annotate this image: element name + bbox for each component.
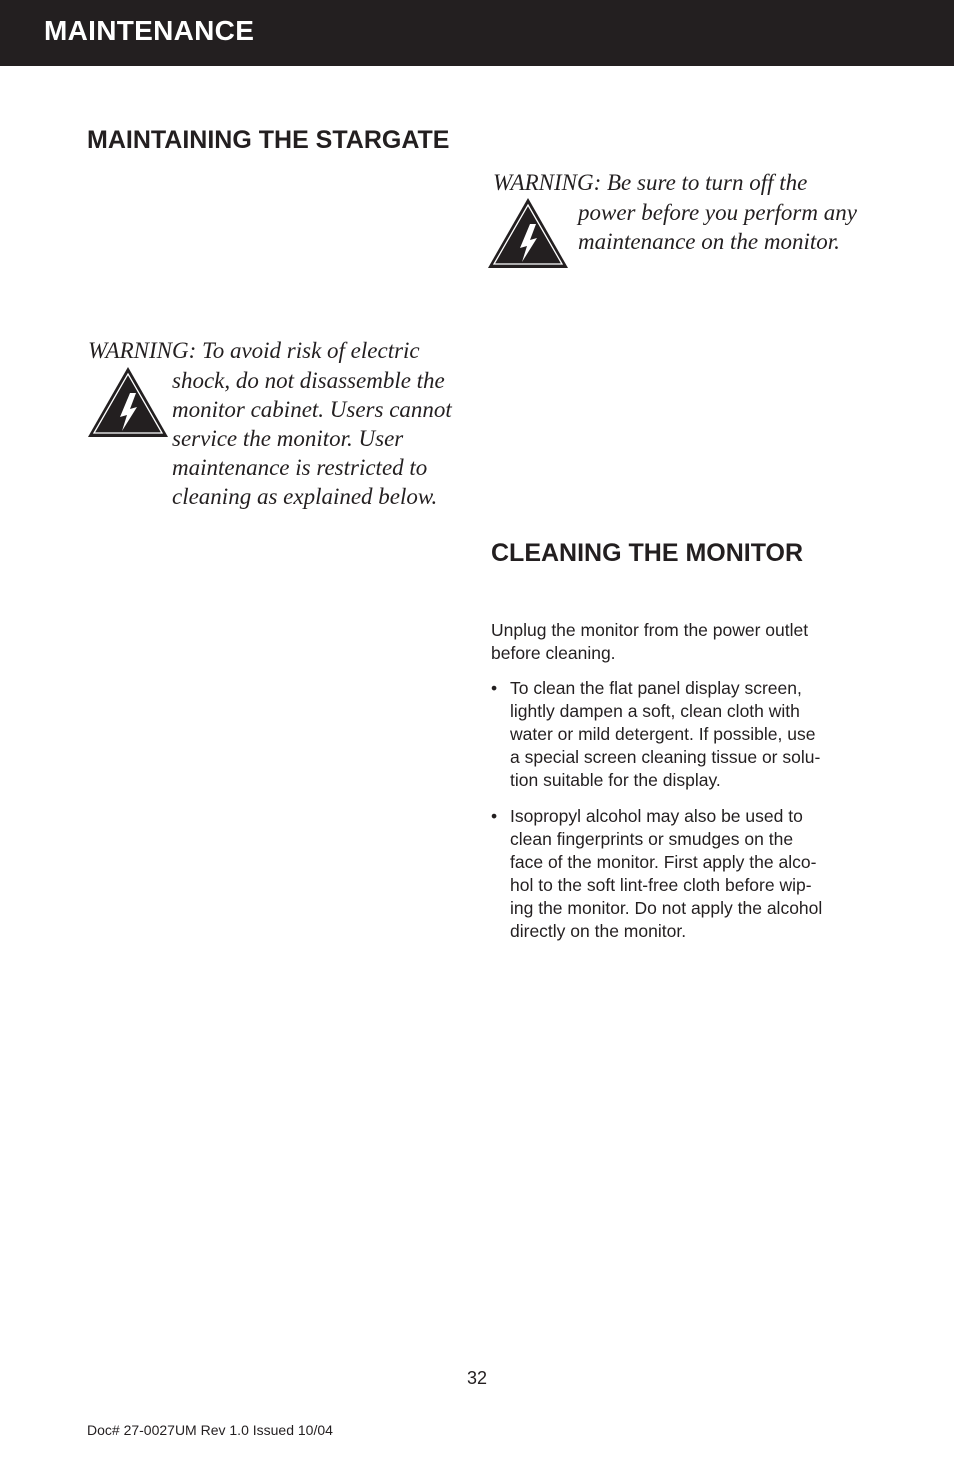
bullet-line: a special screen cleaning tissue or solu-	[510, 747, 821, 767]
cleaning-intro	[491, 619, 808, 665]
page-number: 32	[466, 1368, 488, 1388]
warning-shock-text	[172, 366, 452, 511]
section-title-maintaining: MAINTAINING THE STARGATE	[87, 126, 450, 154]
document-reference: Doc# 27-0027UM Rev 1.0 Issued 10/04	[87, 1422, 333, 1438]
bullet-marker: •	[491, 806, 498, 826]
bullet-line: Isopropyl alcohol may also be used to	[510, 806, 803, 826]
bullet-line: lightly dampen a soft, clean cloth with	[510, 701, 800, 721]
bullet-line: hol to the soft lint-free cloth before wip-	[510, 875, 812, 895]
warning-power-line: maintenance on the monitor.	[578, 229, 840, 254]
bullet-marker: •	[491, 678, 498, 698]
warning-shock-lead: WARNING: To avoid risk of electric	[88, 338, 420, 363]
section-title-cleaning: CLEANING THE MONITOR	[491, 539, 804, 567]
warning-power-lead: WARNING: Be sure to turn off the	[493, 170, 808, 195]
header-bar	[0, 0, 954, 66]
warning-power-text	[578, 198, 857, 256]
bullet-line: ing the monitor. Do not apply the alcohol	[510, 898, 823, 918]
warning-shock-line: service the monitor. User	[172, 426, 404, 451]
cleaning-bullet-alcohol	[491, 805, 822, 943]
electric-shock-warning-icon	[486, 196, 570, 270]
cleaning-intro-line: Unplug the monitor from the power outlet	[491, 620, 809, 640]
bullet-line: clean fingerprints or smudges on the	[510, 829, 794, 849]
warning-shock-line: shock, do not disassemble the	[172, 368, 445, 393]
bullet-line: water or mild detergent. If possible, use	[510, 724, 816, 744]
electric-shock-warning-icon	[86, 365, 170, 439]
bullet-line: directly on the monitor.	[510, 921, 687, 941]
bullet-line: To clean the flat panel display screen,	[510, 678, 802, 698]
warning-shock-line: maintenance is restricted to	[172, 455, 428, 480]
cleaning-bullet-screen	[491, 677, 820, 792]
bullet-line: tion suitable for the display.	[510, 770, 721, 790]
page-header-title: MAINTENANCE	[44, 15, 255, 46]
warning-power-line: power before you perform any	[578, 200, 857, 225]
cleaning-intro-line: before cleaning.	[491, 643, 616, 663]
warning-shock-line: monitor cabinet. Users cannot	[172, 397, 452, 422]
warning-shock-line: cleaning as explained below.	[172, 484, 438, 509]
bullet-line: face of the monitor. First apply the alco-	[510, 852, 817, 872]
